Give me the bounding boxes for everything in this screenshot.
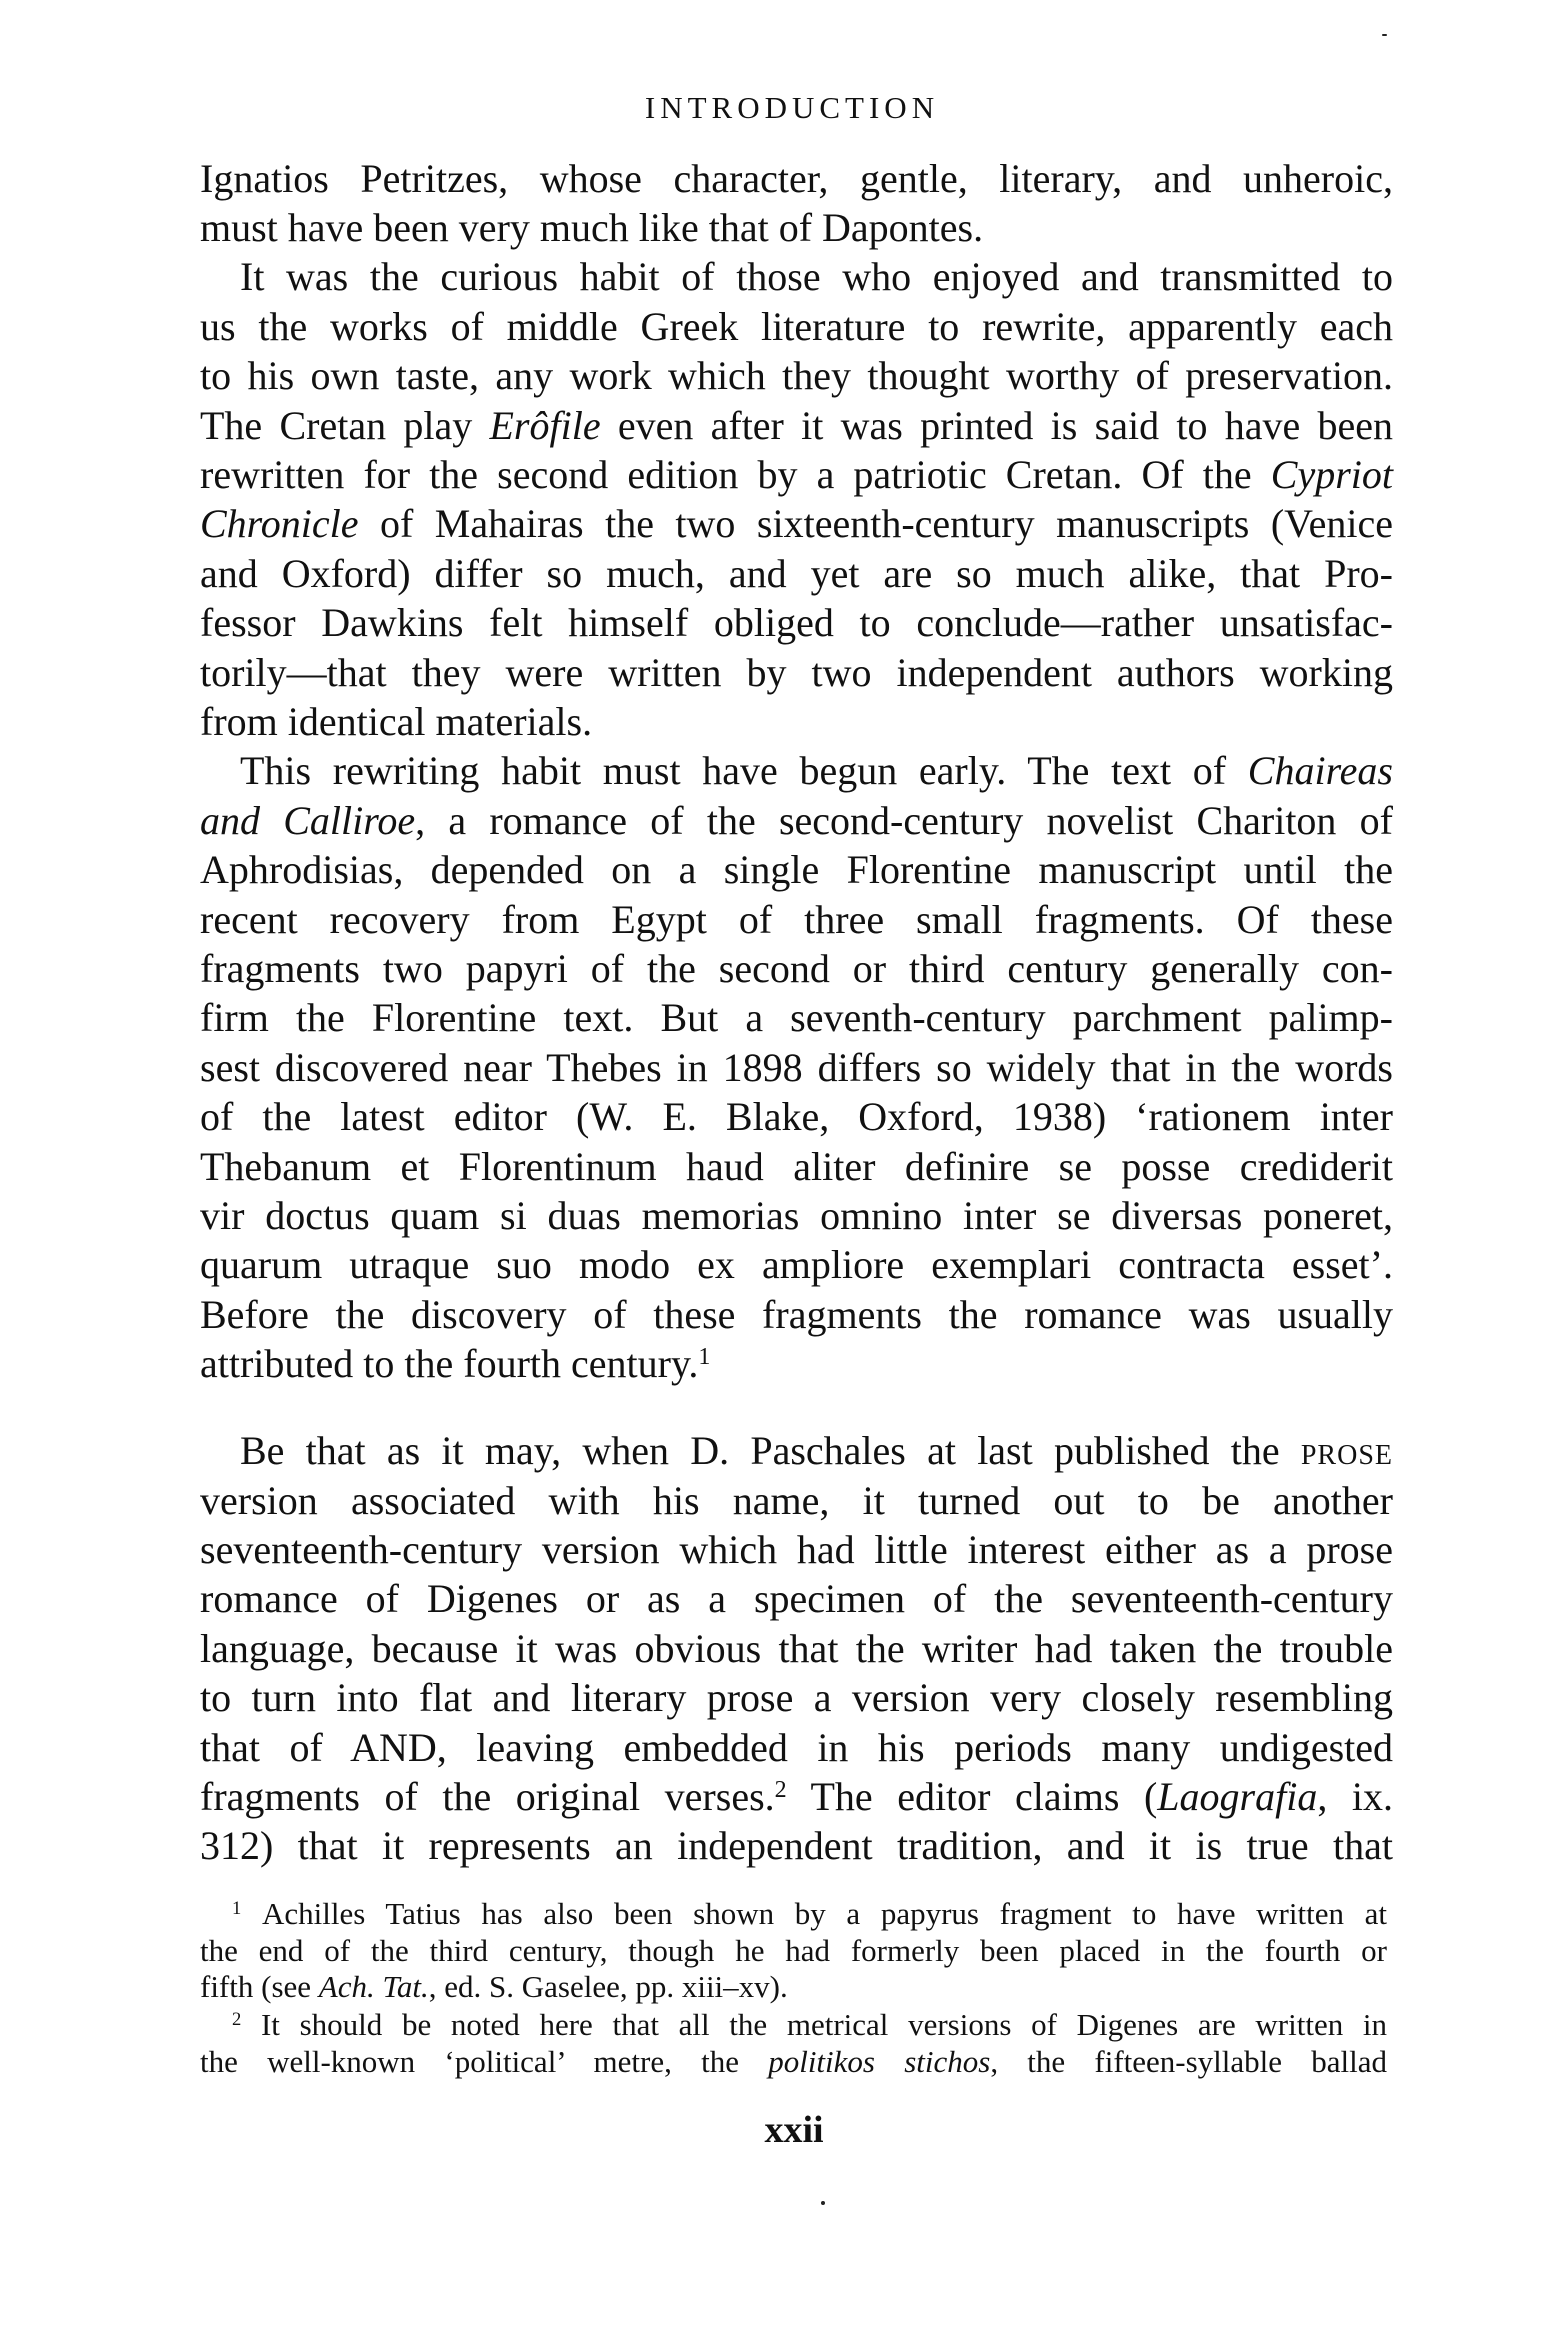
body-line: fragments two papyri of the second or third century generally con- bbox=[200, 946, 1393, 991]
body-line: version associated with his name, it turned out to be another bbox=[200, 1478, 1393, 1523]
work-title-chaireas: Chaireas bbox=[1247, 748, 1393, 793]
running-head: INTRODUCTION bbox=[644, 90, 940, 125]
footnote-1-line: the end of the third century, though he had formerly been placed in the fourth or bbox=[200, 1933, 1387, 1968]
scan-speck bbox=[1382, 34, 1387, 36]
work-title-laografia: Laografia bbox=[1157, 1774, 1318, 1819]
body-line: of the latest editor (W. E. Blake, Oxford, 1938) ‘rationem inter bbox=[200, 1094, 1393, 1139]
body-line: recent recovery from Egypt of three small fragments. Of these bbox=[200, 897, 1393, 942]
work-title-chronicle: Chronicle bbox=[200, 501, 359, 546]
body-line: Thebanum et Florentinum haud aliter definire se posse crediderit bbox=[200, 1144, 1393, 1189]
body-line: romance of Digenes or as a specimen of the seventeenth-century bbox=[200, 1576, 1393, 1621]
body-line: from identical materials. bbox=[200, 699, 593, 744]
body-line: that of AND, leaving embedded in his periods many undigested bbox=[200, 1725, 1393, 1770]
body-line: and Calliroe, a romance of the second-century novelist Chariton of bbox=[200, 798, 1394, 843]
body-line: must have been very much like that of Dapontes. bbox=[200, 205, 984, 250]
body-line: fessor Dawkins felt himself obliged to conclude—rather unsatisfac- bbox=[200, 600, 1393, 645]
scan-speck bbox=[821, 2201, 825, 2205]
body-line: attributed to the fourth century.$^1$ bbox=[200, 1341, 711, 1386]
body-line: quarum utraque suo modo ex ampliore exemplari contracta esset’. bbox=[200, 1242, 1393, 1287]
abbrev-ach-tat: Ach. Tat. bbox=[318, 1969, 429, 2004]
footnote-1-line: $^1$ Achilles Tatius has also been shown by a papyrus fragment to have written at bbox=[232, 1896, 1388, 1931]
footnote-marker-2: 2 bbox=[232, 2008, 242, 2030]
body-line: Ignatios Petritzes, whose character, gentle, literary, and unheroic, bbox=[200, 156, 1393, 201]
work-title-cypriot: Cypriot bbox=[1270, 452, 1393, 497]
body-line: to his own taste, any work which they thought worthy of preservation. bbox=[200, 353, 1393, 398]
body-line: firm the Florentine text. But a seventh-century parchment palimp- bbox=[200, 995, 1393, 1040]
footnote-1-line: fifth (see Ach. Tat., ed. S. Gaselee, pp. xiii–xv). bbox=[200, 1969, 788, 2004]
body-line: sest discovered near Thebes in 1898 differs so widely that in the words bbox=[200, 1045, 1393, 1090]
footnote-2-line: $^2$ It should be noted here that all the metrical versions of Digenes are written in bbox=[232, 2007, 1387, 2042]
body-line: seventeenth-century version which had little interest either as a prose bbox=[200, 1527, 1393, 1572]
body-line: to turn into flat and literary prose a version very closely resembling bbox=[200, 1675, 1393, 1720]
body-line: Before the discovery of these fragments the romance was usually bbox=[200, 1292, 1393, 1337]
body-line: Be that as it may, when D. Paschales at last published the prose bbox=[240, 1428, 1393, 1473]
body-line: and Oxford) differ so much, and yet are so much alike, that Pro- bbox=[200, 551, 1393, 596]
body-line: 312) that it represents an independent tradition, and it is true that bbox=[200, 1823, 1393, 1868]
body-line: Chronicle of Mahairas the two sixteenth-century manuscripts (Venice bbox=[200, 501, 1393, 546]
body-line: rewritten for the second edition by a patriotic Cretan. Of the Cypriot bbox=[200, 452, 1393, 497]
footnote-marker-1: 1 bbox=[232, 1897, 242, 1919]
work-title-calliroe: and Calliroe bbox=[200, 798, 416, 843]
body-line: This rewriting habit must have begun early. The text of Chaireas bbox=[240, 748, 1393, 793]
body-line: torily—that they were written by two independent authors working bbox=[200, 650, 1393, 695]
work-title-erofile: Erôfile bbox=[489, 403, 601, 448]
body-line: language, because it was obvious that the writer had taken the trouble bbox=[200, 1626, 1393, 1671]
term-politikos-stichos: politikos stichos bbox=[768, 2044, 991, 2079]
body-line: The Cretan play Erôfile even after it was printed is said to have been bbox=[200, 403, 1393, 448]
body-line: us the works of middle Greek literature to rewrite, apparently each bbox=[200, 304, 1393, 349]
body-line: fragments of the original verses.$^2$ The editor claims (Laografia, ix. bbox=[200, 1774, 1393, 1819]
footnote-ref-2[interactable]: 2 bbox=[774, 1776, 787, 1803]
footnote-ref-1[interactable]: 1 bbox=[698, 1343, 711, 1370]
body-line: vir doctus quam si duas memorias omnino inter se diversas poneret, bbox=[200, 1193, 1393, 1238]
page-number: xxii bbox=[764, 2109, 824, 2151]
body-line: It was the curious habit of those who enjoyed and transmitted to bbox=[240, 254, 1393, 299]
footnote-2-line: the well-known ‘political’ metre, the politikos stichos, the fifteen-syllable ballad bbox=[200, 2044, 1388, 2079]
body-line: Aphrodisias, depended on a single Florentine manuscript until the bbox=[200, 847, 1393, 892]
small-caps-prose: prose bbox=[1300, 1428, 1393, 1473]
